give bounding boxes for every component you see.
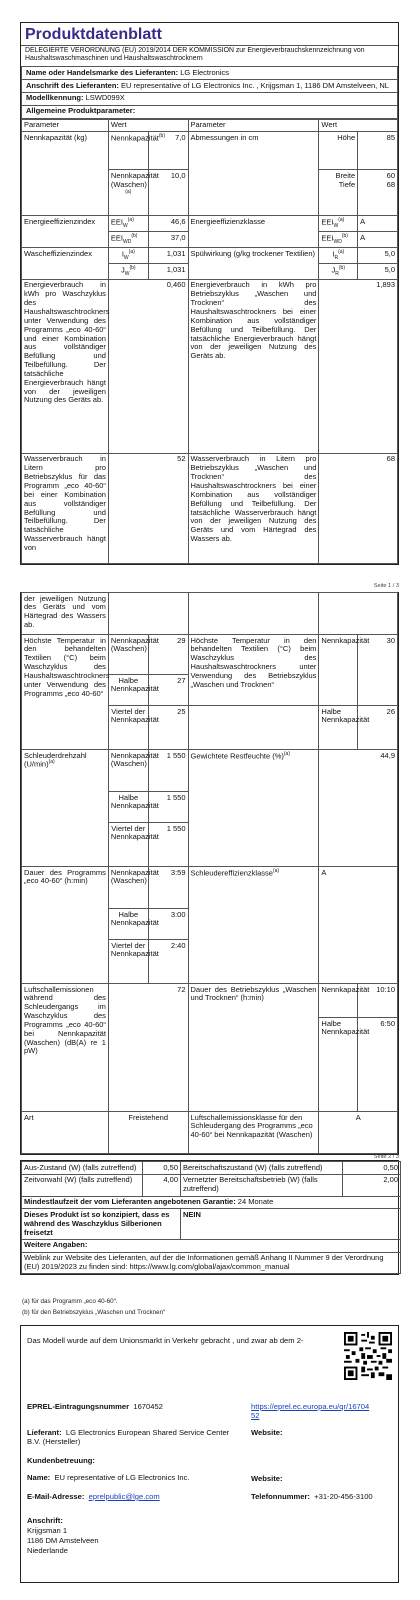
footnote-b: (b) für den Betriebszyklus „Waschen und Trocknen“ <box>22 1309 166 1316</box>
delay-label: Zeitvorwahl (W) (falls zutreffend) <box>22 1174 143 1196</box>
tempd-half-label: Halbe Nennkapazität <box>319 706 358 750</box>
eeiw-class-label: $EEI_W^{(a)}$ <box>319 216 358 232</box>
moisture-value: 44,9 <box>319 750 398 867</box>
eeclass-label: Energieeffizienzklasse <box>188 216 319 248</box>
params-table-3 <box>21 1161 401 1274</box>
spin-label: Schleuderdrehzahl $(U/\min)^{(a)}$ <box>22 750 109 867</box>
silver-label: Dieses Produkt ist so konzipiert, dass es während des Waschzyklus Silberionen freisetzt <box>22 1209 181 1240</box>
spin-half-label: Halbe Nennkapazität <box>108 792 148 823</box>
service-name-row: Name: EU representative of LG Electronics Inc. <box>27 1473 190 1482</box>
energy-dry-value: 1,893 <box>319 279 398 453</box>
durwd-label: Dauer des Betriebszyklus „Waschen und Trocknen“ (h:min) <box>188 984 319 1112</box>
eeiwd-class-label: $EEI_{WD}^{(b)}$ <box>319 232 358 248</box>
water-dry-value: 68 <box>319 453 398 563</box>
supplier-name: LG Electronics <box>180 67 230 77</box>
eeiw-label: $EEI_W^{(a)}$ <box>108 216 148 232</box>
more-info-heading: Weitere Angaben: <box>22 1239 401 1252</box>
page-number-1: Seite 1 / 3 <box>373 583 399 589</box>
energy-dry-label: Energieverbrauch in kWh pro Betriebszyklus „Waschen und Trocknen“ des Haushaltswaschtrockners bei einer Kombination aus vollständiger Befüllung und Teilbefüllung. Der tatsächliche Energieverbrauch hängt von der jeweiligen Nutzung des Geräts ab. <box>188 279 319 453</box>
more-info-text: Weblink zur Website des Lieferanten, auf der die Informationen gemäß Anhang II Nummer 9 der Verordnung (EU) 2019/2023 zu finden sind: https://www.lg.com/global/ajax/common_manual <box>22 1252 401 1274</box>
spin-full-label: Nennkapazität (Waschen) <box>108 750 148 792</box>
qr-code-icon[interactable] <box>344 1332 392 1380</box>
supplier-name-row: Name oder Handelsmarke des Lieferanten: LG Electronics <box>22 67 398 80</box>
model-id: LSWD099X <box>85 93 125 103</box>
cap-dry-label: Nennkapazität (Waschen)$^{(a)}$ <box>108 170 148 216</box>
supplier-address-row: Anschrift des Lieferanten: EU representative of LG Electronics Inc. , Krijgsman 1, 1186 DM Amstelveen, NL <box>22 80 398 93</box>
supplier-row: Lieferant: LG Electronics European Shared Service Center B.V. (Hersteller) <box>27 1428 230 1447</box>
wash-eff-label: Wascheffizienzindex <box>22 248 109 280</box>
rinse-label: Spülwirkung (g/kg trockener Textilien) <box>188 248 319 280</box>
water-dry-label: Wasserverbrauch in Litern pro Betriebszyklus „Waschen und Trocknen“ des Haushaltswaschtrockners bei einer Kombination aus vollständiger Befüllung und Teilbefüllung. Der tatsächliche Wasserverbrauch hängt von der jeweiligen Nutzung des Geräts und vom Härtegrad des Wassers ab. <box>188 453 319 563</box>
standby-label: Bereitschaftszustand (W) (falls zutreffend) <box>181 1162 343 1175</box>
water-wash-label: Wasserverbrauch in Litern pro Betriebszyklus für das Programm „eco 40-60“ bei einer Kombination aus vollständiger Befüllung und Teilbefüllung. Der tatsächliche Wasserverbrauch hängt von <box>22 453 109 563</box>
duration-label: Dauer des Programms „eco 40-60“ (h:min) <box>22 867 109 984</box>
netstandby-value: 2,00 <box>343 1174 401 1196</box>
width-depth-values: 60 68 <box>358 170 398 216</box>
jw-label: $J_W^{(b)}$ <box>108 264 148 280</box>
address-line-3: Niederlande <box>27 1546 68 1555</box>
supplier-address: EU representative of LG Electronics Inc. , Krijgsman 1, 1186 DM Amstelveen, NL <box>121 80 389 90</box>
spin-full-value: 1 550 <box>148 750 188 792</box>
type-label: Art <box>22 1112 109 1154</box>
col-header-value-2: Wert <box>319 119 398 132</box>
temp-quarter-label: Viertel der Nennkapazität <box>108 706 148 750</box>
ir-value: 5,0 <box>358 248 398 264</box>
model-row: Modellkennung: LSWD099X <box>22 92 398 105</box>
eprel-link[interactable]: https://eprel.ec.europa.eu/qr/1670452 <box>251 1402 370 1421</box>
width-depth-labels: Breite Tiefe <box>319 170 358 216</box>
eprel-number: 1670452 <box>133 1402 163 1411</box>
address-line-2: 1186 DM Amstelveen <box>27 1536 99 1545</box>
moisture-label: Gewichtete Restfeuchte (%)$^{(a)}$ <box>188 750 319 867</box>
temp-half-value: 27 <box>148 675 188 706</box>
temp-dry-label: Höchste Temperatur in den behandelten Textilien (°C) beim Waschzyklus des Haushaltswaschtrockners unter Verwendung des Betriebszyklus „Waschen und Trocknen“ <box>188 635 319 706</box>
spin-quarter-value: 1 550 <box>148 823 188 867</box>
durwd-full-label: Nennkapazität <box>319 984 358 1018</box>
phone-row: Telefonnummer: +31-20-456-3100 <box>251 1492 373 1501</box>
params-table-2 <box>21 592 398 1154</box>
market-date-text: Das Modell wurde auf dem Unionsmarkt in Verkehr gebracht , und zwar ab dem 2- <box>27 1336 304 1345</box>
cap-wash-label: Nennkapazität$^{(b)}$ <box>108 132 148 170</box>
market-info-box <box>20 1325 399 1583</box>
water-continued: der jeweiligen Nutzung des Geräts und vom Härtegrad des Wassers ab. <box>22 593 109 635</box>
col-header-value: Wert <box>108 119 188 132</box>
page-1 <box>20 22 399 565</box>
eeiwd-label: $EEI_{WD}^{(b)}$ <box>108 232 148 248</box>
spin-half-value: 1 550 <box>148 792 188 823</box>
customer-service-heading: Kundenbetreuung: <box>27 1456 95 1465</box>
dur-full-value: 3:59 <box>148 867 188 909</box>
standby-value: 0,50 <box>343 1162 401 1175</box>
tempd-full-label: Nennkapazität <box>319 635 358 706</box>
params-table-1 <box>21 119 398 564</box>
temp-wash-label: Höchste Temperatur in den behandelten Textilien (°C) beim Waschzyklus des Haushaltswaschtrockners unter Verwendung des Programms „eco 40-60“ <box>22 635 109 750</box>
page-title: Produktdatenblatt <box>25 26 162 43</box>
address-label: Anschrift: <box>27 1516 63 1525</box>
eeiw-value: 46,6 <box>148 216 188 232</box>
capacity-label: Nennkapazität (kg) <box>22 132 109 216</box>
dur-quarter-value: 2:40 <box>148 940 188 984</box>
col-header-param-2: Parameter <box>188 119 319 132</box>
cap-dry-value: 10,0 <box>148 170 188 216</box>
dur-full-label: Nennkapazität (Waschen) <box>108 867 148 909</box>
cap-wash-value: 7,0 <box>148 132 188 170</box>
netstandby-label: Vernetzter Bereitschaftsbetrieb (W) (falls zutreffend) <box>181 1174 343 1196</box>
water-wash-value: 52 <box>108 453 188 563</box>
durwd-half-value: 6:50 <box>358 1018 398 1112</box>
email-link[interactable]: eprelpublic@lge.com <box>88 1492 160 1501</box>
noise-label: Luftschallemissionen während des Schleudergangs im Waschzyklus des Programms „eco 40-60“ bei Nennkapazität (Waschen) (dB(A) re 1 pW) <box>22 984 109 1112</box>
eprel-row: EPREL-Eintragungsnummer 1670452 <box>27 1402 163 1411</box>
tempd-full-value: 30 <box>358 635 398 706</box>
dur-half-value: 3:00 <box>148 909 188 940</box>
type-value: Freistehend <box>108 1112 188 1154</box>
silver-value: NEIN <box>181 1209 401 1240</box>
energy-wash-value: 0,460 <box>108 279 188 453</box>
col-header-param: Parameter <box>22 119 109 132</box>
eeiw-class: A <box>358 216 398 232</box>
warranty-value: 24 Monate <box>237 1197 274 1207</box>
page-2 <box>20 592 399 1155</box>
noiseclass-label: Luftschallemissionsklasse für den Schleudergang des Programms „eco 40-60“ bei Nennkapazität (Waschen) <box>188 1112 319 1154</box>
height-value: 85 <box>358 132 398 170</box>
jr-value: 5,0 <box>358 264 398 280</box>
dur-quarter-label: Viertel der Nennkapazität <box>108 940 148 984</box>
temp-full-label: Nennkapazität (Waschen) <box>108 635 148 675</box>
header-table <box>21 66 398 118</box>
jr-label: $J_R^{(b)}$ <box>319 264 358 280</box>
tempd-half-value: 26 <box>358 706 398 750</box>
eeiwd-class: A <box>358 232 398 248</box>
spin-quarter-label: Viertel der Nennkapazität <box>108 823 148 867</box>
general-params-heading: Allgemeine Produktparameter: <box>22 105 398 118</box>
eei-label: Energieeffizienzindex <box>22 216 109 248</box>
iw-label: $I_W^{(a)}$ <box>108 248 148 264</box>
temp-half-label: Halbe Nennkapazität <box>108 675 148 706</box>
email-row: E-Mail-Adresse: eprelpublic@lge.com <box>27 1492 160 1501</box>
ir-label: $I_R^{(a)}$ <box>319 248 358 264</box>
off-value: 0,50 <box>143 1162 181 1175</box>
warranty-row: Mindestlaufzeit der vom Lieferanten angebotenen Garantie: 24 Monate <box>22 1196 401 1209</box>
jw-value: 1,031 <box>148 264 188 280</box>
website-label-2: Website: <box>251 1474 283 1483</box>
dur-half-label: Halbe Nennkapazität <box>108 909 148 940</box>
footnote-a: (a) für das Programm „eco 40-60“. <box>22 1298 118 1305</box>
page-3 <box>20 1160 399 1275</box>
energy-wash-label: Energieverbrauch in kWh pro Waschzyklus des Haushaltswaschtrockners unter Verwendung des Programms „eco 40-60“ und einer Kombination aus vollständiger Befüllung und Teilbefüllung. Der tatsächliche Energieverbrauch hängt von der jeweiligen Nutzung des Geräts ab. <box>22 279 109 453</box>
durwd-full-value: 10:10 <box>358 984 398 1018</box>
temp-full-value: 29 <box>148 635 188 675</box>
delay-value: 4,00 <box>143 1174 181 1196</box>
spinclass-label: Schleudereffizienzklasse$^{(a)}$ <box>188 867 319 984</box>
address-line-1: Krijgsman 1 <box>27 1526 68 1535</box>
iw-value: 1,031 <box>148 248 188 264</box>
height-label: Höhe <box>319 132 358 170</box>
website-label-1: Website: <box>251 1428 283 1437</box>
eeiwd-value: 37,0 <box>148 232 188 248</box>
temp-quarter-value: 25 <box>148 706 188 750</box>
regulation-subtitle: DELEGIERTE VERORDNUNG (EU) 2019/2014 DER KOMMISSION zur Energieverbrauchskennzeichnung von Haushaltswaschmaschinen und Haushaltswaschtrocknern <box>21 45 398 67</box>
noiseclass-value: A <box>319 1112 398 1154</box>
page-number-2: Seite 2 / 3 <box>373 1154 399 1160</box>
spinclass-value: A <box>319 867 398 984</box>
supplier-value: LG Electronics European Shared Service Center B.V. (Hersteller) <box>27 1428 230 1447</box>
durwd-half-label: Halbe Nennkapazität <box>319 1018 358 1112</box>
off-label: Aus-Zustand (W) (falls zutreffend) <box>22 1162 143 1175</box>
dims-label: Abmessungen in cm <box>188 132 319 216</box>
noise-value: 72 <box>108 984 188 1112</box>
